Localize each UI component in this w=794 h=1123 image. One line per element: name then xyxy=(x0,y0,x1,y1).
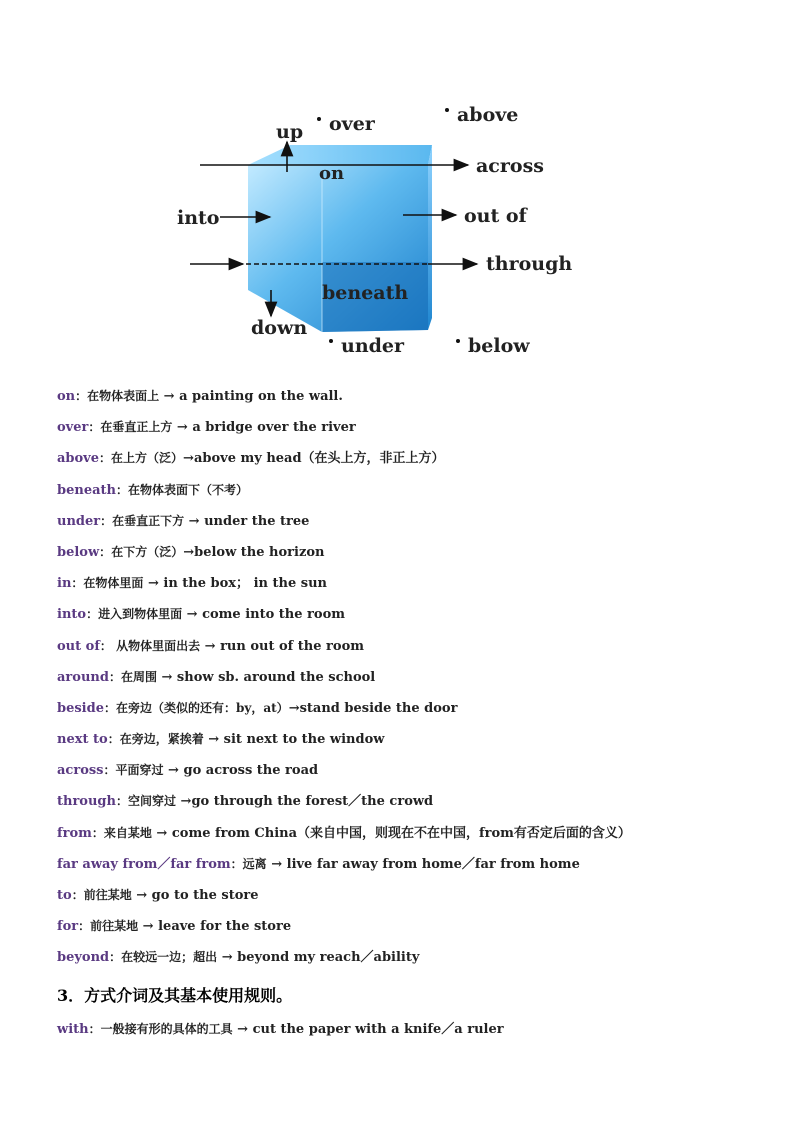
arrow-symbol: → xyxy=(288,700,300,716)
label-on: on xyxy=(319,163,345,184)
chinese-meaning: 在物体里面 xyxy=(83,576,144,591)
manner-preposition-list xyxy=(57,1019,777,1050)
label-under: under xyxy=(341,335,405,357)
chinese-meaning: 进入到物体里面 xyxy=(98,607,183,622)
chinese-meaning: 从物体里面出去 xyxy=(111,638,201,653)
list-item xyxy=(57,636,777,667)
preposition-term: from xyxy=(57,825,92,841)
chinese-meaning: 在旁边（类似的还有：by，at） xyxy=(116,700,289,715)
chinese-meaning: 前往某地 xyxy=(90,919,139,934)
separator: ： xyxy=(88,420,101,435)
example-phrase: stand beside the door xyxy=(299,700,458,716)
example-phrase: leave for the store xyxy=(158,919,292,935)
chinese-meaning: 在较远一边；超出 xyxy=(121,950,218,965)
example-phrase: show sb. around the school xyxy=(176,669,376,685)
list-item xyxy=(57,386,777,417)
preposition-term: with xyxy=(57,1022,89,1037)
arrow-symbol: → xyxy=(138,919,159,935)
over-dot xyxy=(317,117,321,121)
preposition-term: in xyxy=(57,576,72,592)
separator: ： xyxy=(103,763,116,778)
label-over: over xyxy=(329,113,375,135)
preposition-term: out of xyxy=(57,638,100,654)
chinese-meaning: 一般接有形的具体的工具 xyxy=(100,1022,233,1036)
preposition-term: to xyxy=(57,888,72,903)
example-phrase: under the tree xyxy=(204,513,310,529)
chinese-meaning: 来自某地 xyxy=(103,825,152,840)
separator: ： xyxy=(103,700,116,715)
list-item xyxy=(57,604,777,635)
label-through: through xyxy=(486,253,573,275)
separator: ： xyxy=(78,919,91,934)
above-dot xyxy=(445,108,449,112)
separator: ： xyxy=(86,607,99,622)
preposition-term: under xyxy=(57,513,101,529)
preposition-term: beneath xyxy=(57,482,116,498)
preposition-term: through xyxy=(57,794,116,810)
chinese-meaning: 在周围 xyxy=(120,669,157,684)
list-item xyxy=(57,823,777,854)
preposition-list xyxy=(57,386,777,979)
separator: ： xyxy=(100,513,113,528)
chinese-meaning: 在物体表面上 xyxy=(87,389,160,403)
example-phrase: go to the store xyxy=(151,888,259,903)
list-item xyxy=(57,480,777,511)
arrow-symbol: → xyxy=(151,825,172,841)
chinese-meaning: 在垂直正上方 xyxy=(100,420,173,435)
label-up: up xyxy=(276,121,304,143)
list-item xyxy=(57,573,777,604)
label-above: above xyxy=(457,104,519,126)
separator: ： xyxy=(71,888,84,902)
label-out-of: out of xyxy=(464,205,527,227)
separator: ： xyxy=(115,482,128,497)
list-item xyxy=(57,916,777,947)
label-into: into xyxy=(177,207,220,229)
example-phrase: come into the room xyxy=(202,607,345,623)
example-phrase: run out of the room xyxy=(220,638,364,654)
example-phrase: below the horizon xyxy=(194,544,325,560)
chinese-meaning: 在旁边，紧挨着 xyxy=(119,732,204,747)
arrow-symbol: → xyxy=(183,544,195,560)
preposition-term: below xyxy=(57,544,100,560)
example-phrase: go across the road xyxy=(183,763,319,779)
list-item xyxy=(57,760,777,791)
preposition-term: into xyxy=(57,607,87,623)
list-item xyxy=(57,667,777,698)
preposition-term: far away from／far from xyxy=(57,856,231,872)
separator: ： xyxy=(230,856,243,871)
preposition-term: beside xyxy=(57,700,104,716)
list-item xyxy=(57,698,777,729)
below-dot xyxy=(456,339,460,343)
separator: ： xyxy=(88,1022,101,1036)
arrow-symbol: → xyxy=(184,513,205,529)
chinese-meaning: 在垂直正下方 xyxy=(112,513,185,528)
preposition-term: next to xyxy=(57,732,108,748)
example-phrase: above my head（在头上方，非正上方） xyxy=(193,451,445,467)
preposition-term: on xyxy=(57,389,76,404)
list-item xyxy=(57,729,777,760)
separator: ： xyxy=(99,638,112,653)
separator: ： xyxy=(107,732,120,747)
preposition-term: above xyxy=(57,451,100,467)
example-phrase: go through the forest／the crowd xyxy=(191,794,434,810)
separator: ： xyxy=(108,669,121,684)
arrow-symbol: → xyxy=(217,950,238,966)
list-item xyxy=(57,854,777,885)
label-down: down xyxy=(251,317,308,339)
prepositions-diagram xyxy=(0,0,794,380)
arrow-symbol: → xyxy=(131,888,152,903)
chinese-meaning: 在物体表面下（不考） xyxy=(127,482,248,497)
example-phrase: a bridge over the river xyxy=(192,420,356,436)
under-dot xyxy=(329,339,333,343)
preposition-term: for xyxy=(57,919,79,935)
chinese-meaning: 远离 xyxy=(242,856,267,871)
example-phrase: live far away from home／far from home xyxy=(286,856,580,872)
arrow-symbol: → xyxy=(183,451,194,467)
list-item xyxy=(57,542,777,573)
separator: ： xyxy=(71,576,84,591)
preposition-term: over xyxy=(57,420,89,436)
arrow-symbol: → xyxy=(200,638,221,654)
chinese-meaning: 在下方（泛） xyxy=(111,544,184,559)
separator: ： xyxy=(99,451,112,466)
separator: ： xyxy=(109,950,122,965)
example-phrase: beyond my reach／ability xyxy=(237,950,420,966)
arrow-symbol: → xyxy=(232,1022,253,1037)
list-item xyxy=(57,417,777,448)
chinese-meaning: 在上方（泛） xyxy=(111,451,184,466)
chinese-meaning: 前往某地 xyxy=(83,888,132,902)
preposition-term: across xyxy=(57,763,104,779)
separator: ： xyxy=(75,389,88,403)
chinese-meaning: 空间穿过 xyxy=(128,794,177,809)
list-item xyxy=(57,791,777,822)
arrow-symbol: → xyxy=(163,763,184,779)
section-heading: 3．方式介词及其基本使用规则。 xyxy=(57,986,293,1005)
arrow-symbol: → xyxy=(143,576,164,592)
separator: ： xyxy=(99,544,112,559)
label-below: below xyxy=(468,335,530,357)
list-item xyxy=(57,511,777,542)
arrow-symbol: → xyxy=(176,794,192,810)
arrow-symbol: → xyxy=(156,669,177,685)
label-across: across xyxy=(476,155,544,177)
arrow-symbol: → xyxy=(182,607,203,623)
arrow-symbol: → xyxy=(266,856,287,872)
label-beneath: beneath xyxy=(322,282,409,304)
list-item xyxy=(57,947,777,978)
example-phrase: cut the paper with a knife／a ruler xyxy=(252,1022,504,1037)
separator: ： xyxy=(115,794,128,809)
list-item xyxy=(57,1019,777,1050)
list-item xyxy=(57,885,777,916)
separator: ： xyxy=(91,825,104,840)
preposition-term: beyond xyxy=(57,950,110,966)
arrow-symbol: → xyxy=(172,420,193,436)
example-phrase: come from China（来自中国，则现在不在中国，from有否定后面的含义） xyxy=(171,825,631,841)
chinese-meaning: 平面穿过 xyxy=(115,763,164,778)
example-phrase: a painting on the wall. xyxy=(179,389,343,404)
example-phrase: sit next to the window xyxy=(223,732,385,748)
preposition-term: around xyxy=(57,669,109,685)
list-item xyxy=(57,448,777,479)
arrow-symbol: → xyxy=(203,732,224,748)
example-phrase: in the box； in the sun xyxy=(163,576,327,592)
arrow-symbol: → xyxy=(159,389,180,404)
